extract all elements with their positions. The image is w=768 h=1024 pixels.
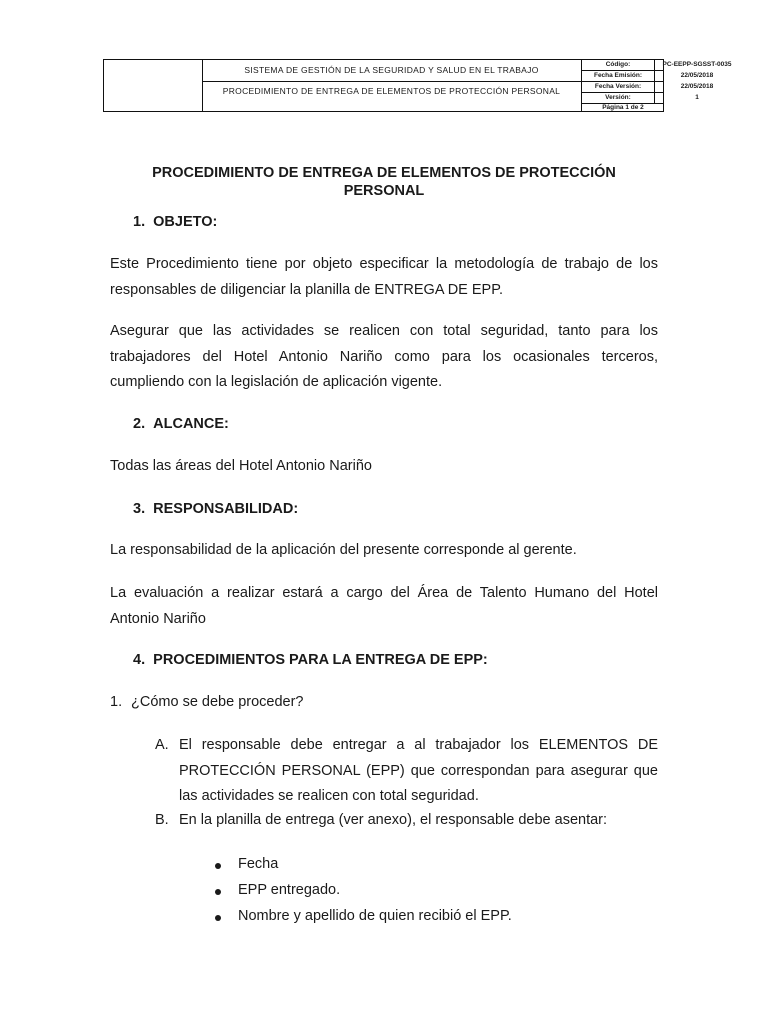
header-title-cell	[202, 60, 582, 111]
bullet-text: EPP entregado.	[238, 882, 341, 898]
version-date-value: 22/05/2018	[680, 83, 714, 90]
section-number: 3.	[133, 501, 146, 517]
section-title: PROCEDIMIENTOS PARA LA ENTREGA DE EPP:	[153, 652, 488, 668]
bullet-text: Fecha	[238, 856, 279, 872]
section-3-heading	[133, 501, 298, 517]
version-label: Versión:	[582, 93, 655, 103]
code-value: PC-EEPP-SGSST-0035	[662, 61, 732, 68]
question-text: ¿Cómo se debe proceder?	[131, 694, 304, 710]
objeto-paragraph-1: Este Procedimiento tiene por objeto especificar la metodología de trabajo de los responsables de diligenciar la planilla de ENTREGA DE EPP.	[110, 256, 658, 298]
item-a-text: El responsable debe entregar a al trabajador los ELEMENTOS DE PROTECCIÓN PERSONAL (EPP) que correspondan para asegurar que las actividades se realicen con total seguridad.	[179, 737, 658, 804]
emission-label: Fecha Emisión:	[582, 71, 655, 81]
section-number: 1.	[133, 214, 146, 230]
objeto-paragraph-2: Asegurar que las actividades se realicen con total seguridad, tanto para los trabajadores del Hotel Antonio Nariño como para los ocasionales terceros, cumpliendo con la legislación de aplicación vigente.	[110, 323, 658, 390]
bullet-text: Nombre y apellido de quien recibió el EPP.	[238, 908, 512, 924]
section-number: 2.	[133, 416, 146, 432]
code-label: Código:	[582, 60, 655, 70]
version-value: 1	[695, 94, 699, 101]
section-title: RESPONSABILIDAD:	[153, 501, 299, 517]
logo-cell	[104, 60, 203, 111]
meta-version-row	[582, 93, 699, 104]
version-date-label: Fecha Versión:	[582, 82, 655, 92]
meta-version-date-row	[582, 82, 714, 93]
section-number: 4.	[133, 652, 146, 668]
header-meta	[582, 60, 732, 111]
meta-emission-row	[582, 71, 714, 82]
section-title: OBJETO:	[153, 214, 218, 230]
emission-value: 22/05/2018	[680, 72, 714, 79]
section-2-heading	[133, 416, 229, 432]
alcance-paragraph: Todas las áreas del Hotel Antonio Nariño	[110, 458, 372, 474]
page-number: Página 1 de 2	[602, 104, 644, 111]
section-title: ALCANCE:	[153, 416, 229, 432]
item-a-label: A.	[155, 737, 169, 753]
item-b-label: B.	[155, 812, 169, 828]
bullet-dot-icon	[215, 915, 221, 921]
header-doc-title: PROCEDIMIENTO DE ENTREGA DE ELEMENTOS DE PROTECCIÓN PERSONAL	[222, 86, 561, 96]
system-name: SISTEMA DE GESTIÓN DE LA SEGURIDAD Y SALUD EN EL TRABAJO	[202, 60, 581, 82]
document-title: PROCEDIMIENTO DE ENTREGA DE ELEMENTOS DE PROTECCIÓN PERSONAL	[152, 165, 616, 199]
meta-code-row	[582, 60, 732, 71]
section-1-heading	[133, 214, 217, 230]
question-number: 1.	[110, 694, 123, 710]
bullet-dot-icon	[215, 889, 221, 895]
responsabilidad-paragraph-2: La evaluación a realizar estará a cargo del Área de Talento Humano del Hotel Antonio Nariño	[110, 585, 658, 627]
bullet-dot-icon	[215, 863, 221, 869]
item-b-text: En la planilla de entrega (ver anexo), el responsable debe asentar:	[179, 812, 608, 828]
section-4-heading	[133, 652, 488, 668]
responsabilidad-paragraph-1: La responsabilidad de la aplicación del presente corresponde al gerente.	[110, 542, 577, 558]
document-header-table	[103, 59, 732, 112]
